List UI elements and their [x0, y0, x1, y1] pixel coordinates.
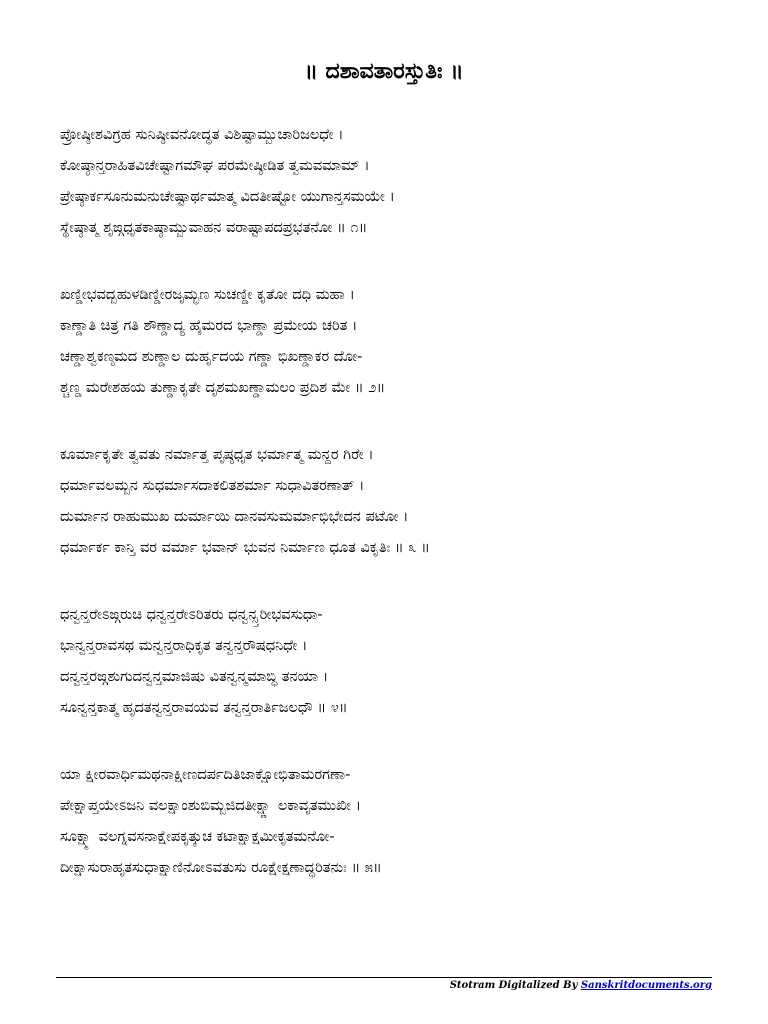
stanza-1 — [60, 120, 740, 244]
verse-line: ದೀಕ್ಷಾಸುರಾಹೃತಸುಧಾಕ್ಷಾಣಿನೋಽವತುಸು ರೂಕ್ಷೇಕ್ಷಣಾದ್ಧರಿತನುಃ ॥ ೫॥ — [60, 860, 382, 876]
verse-line: ಕೂರ್ಮಾಕೃತೇ ತ್ವವತು ನರ್ಮಾತ್ತ ಪೃಷ್ಠಧೃತ ಭರ್ಮಾತ್ಮ ಮನ್ದರ ಗಿರೇ । — [60, 447, 374, 463]
verse-line: ಕಾಣ್ಡಾತಿ ಚಿತ್ರ ಗತಿ ಶೌಣ್ಡಾದ್ಯ ಹೈಮರದ ಭಾಣ್ಡಾ ಪ್ರಮೇಯ ಚರಿತ । — [60, 318, 358, 334]
verse-line: ಭಾನ್ವನ್ತರಾವಸಥ ಮನ್ವನ್ತರಾಧಿಕೃತ ತನ್ವನ್ತರೌಷಧನಿಧೇ । — [60, 638, 308, 654]
stanza-3 — [60, 440, 740, 564]
stanza-2 — [60, 280, 740, 404]
verse-line: ಸೂನ್ವನ್ತಕಾತ್ಮ ಹೃದತನ್ವನ್ತರಾವಯವ ತನ್ವನ್ತರಾರ್ತಿಜಲಧೌ ॥ ೪॥ — [60, 700, 348, 716]
verse-line: ಧರ್ಮಾರ್ಕ ಕಾನ್ತಿ ವರ ವರ್ಮಾ ಭವಾನ್ ಭುವನ ನಿರ್ಮಾಣ ಧೂತ ವಿಕೃತಿಃ ॥ ೩ ॥ — [60, 540, 430, 556]
stanza-list — [60, 120, 740, 920]
verse-line: ಧರ್ಮಾವಲಮ್ಬನ ಸುಧರ್ಮಾಸದಾಕಲಿತಶರ್ಮಾ ಸುಧಾವಿತರಣಾತ್ । — [60, 478, 365, 494]
footer-divider — [56, 977, 712, 978]
verse-line: ಶ್ಚಣ್ಡ ಮರೇಶಹಯ ತುಣ್ಡಾಕೃತೇ ದೃಶಮಖಣ್ಡಾಮಲಂ ಪ್ರದಿಶ ಮೇ ॥ ೨॥ — [60, 380, 386, 396]
verse-line: ಪ್ರೇಷ್ಠಾರ್ಕಸೂನುಮನುಚೇಷ್ಟಾರ್ಥಮಾತ್ಮ ವಿದತೀಷ್ಟೋ ಯುಗಾನ್ತಸಮಯೇ । — [60, 189, 395, 205]
source-link[interactable]: Sanskritdocuments.org — [580, 980, 712, 991]
stanza-4 — [60, 600, 740, 724]
verse-line: ದನ್ವನ್ತರಙ್ಗಶುಗುದನ್ವನ್ತಮಾಜಿಷು ವಿತನ್ವನ್ಮಮಾಬ್ಧಿ ತನಯಾ । — [60, 669, 329, 685]
verse-line: ಖಣ್ಡೀಭವದ್ಬಹುಳಡಿಣ್ಡೀರಜೃಮ್ಭಣ ಸುಚಣ್ಡೀ ಕೃತೋ ದಧಿ ಮಹಾ । — [60, 287, 355, 303]
verse-line: ಪೇಕ್ಷಾಪ್ತಯೇಽಜನಿ ವಲಕ್ಷಾಂಶುಬಿಮ್ಬಜಿದತೀಕ್ಷ್ಣಾ ಲಕಾವೃತಮುಖೀ । — [60, 798, 361, 814]
verse-line: ಚಣ್ಡಾಶ್ವಕಣ್ಠಮದ ಶುಣ್ಡಾಲ ದುರ್ಹೃದಯ ಗಣ್ಡಾ ಭಿಖಣ್ಡಾಕರ ದೋ- — [60, 349, 363, 365]
verse-line: ಯಾ ಕ್ಷೀರವಾರ್ಧಿಮಥನಾಕ್ಷೀಣದರ್ಪದಿತಿಜಾಕ್ಷೋಭಿತಾಮರಗಣಾ- — [60, 767, 351, 783]
verse-line: ಸ್ಥೇಷ್ಠಾತ್ಮ ಶೃಙ್ಗಧೃತಕಾಷ್ಠಾಮ್ಬುವಾಹನ ವರಾಷ್ಟಾಪದಪ್ರಭತನೋ ॥ ೧॥ — [60, 220, 368, 236]
footer-credit-text: Stotram Digitalized By — [449, 980, 581, 991]
verse-line: ದುರ್ಮಾನ ರಾಹುಮುಖ ದುರ್ಮಾಯಿ ದಾನವಸುಮರ್ಮಾಭಿಭೇದನ ಪಟೋ । — [60, 509, 409, 525]
footer-credit — [450, 980, 712, 991]
page-title: ॥ ದಶಾವತಾರಸ್ತುತಿಃ ॥ — [304, 59, 464, 84]
verse-line: ಸೂಕ್ಷ್ಮಾ ವಲಗ್ನವಸನಾಕ್ಷೇಪಕೃತ್ಕುಚ ಕಟಾಕ್ಷಾಕ್ಷಮೀಕೃತಮನೋ- — [60, 829, 335, 845]
verse-line: ಧನ್ವನ್ತರೇಽಙ್ಗರುಚಿ ಧನ್ವನ್ತರೇಽರಿತರು ಧನ್ವನ್ಸ್ತರೀಭವಸುಧಾ- — [60, 607, 323, 623]
verse-line: ಕೋಷ್ಠಾನ್ತರಾಹಿತವಿಚೇಷ್ಟಾಗಮೌಘ ಪರಮೇಷ್ಠೀಡಿತ ತ್ವಮವಮಾಮ್ । — [60, 158, 370, 174]
stanza-5 — [60, 760, 740, 884]
verse-line: ಪ್ರೋಷ್ಠೀಶವಿಗ್ರಹ ಸುನಿಷ್ಠೀವನೋದ್ಧತ ವಿಶಿಷ್ಟಾಮ್ಬುಚಾರಿಜಲಧೇ । — [60, 127, 344, 143]
